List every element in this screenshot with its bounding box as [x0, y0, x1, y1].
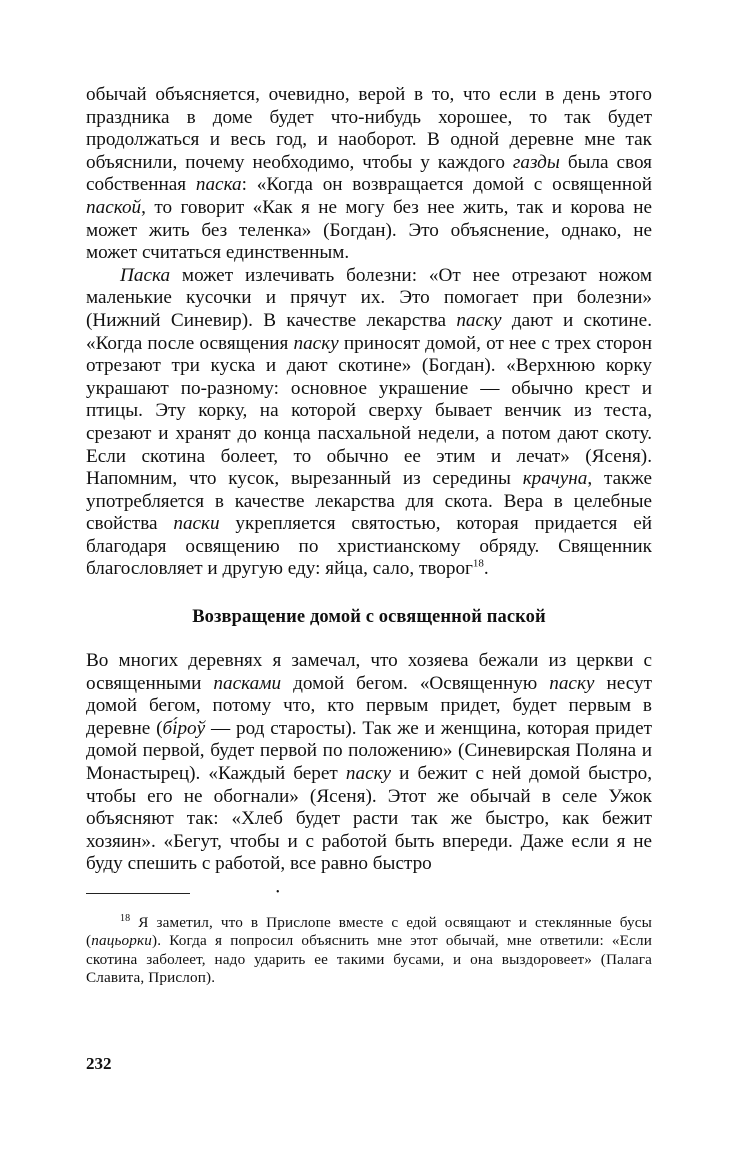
term-gazdy: газды: [512, 151, 560, 173]
footnote-text-a: Я заметил, что в Прислопе вместе с едой освящают и стеклянные бусы (: [86, 914, 652, 950]
term-pasku: паску: [549, 672, 595, 694]
stray-dot-mark: •: [276, 887, 280, 898]
footnote-separator: [86, 887, 652, 900]
term-pasku: паску: [456, 309, 502, 331]
term-paski: паски: [173, 513, 220, 535]
paragraph-2-text-c: приносят домой, от нее с трех сторон отрезают три куска и дают скотине» (Богдан). «Верхнюю корку украшают по-разному: основное украшение — обычно крест и птицы. Эту корку, на которой сверху бывает венчик из теста, срезают и хранят до конца пасхальной недели, а потом дают скоту. Если скотина болеет, то обычно ее этим и лечат» (Ясеня). Напомним, что кусок, вырезанный из середины: [86, 332, 652, 490]
footnote-rule: [86, 893, 190, 894]
term-paskoi: паской: [86, 196, 142, 218]
paragraph-2: [86, 265, 652, 581]
page-content: [86, 84, 652, 988]
paragraph-3-text-d: — род старосты). Так же и женщина, которая придет домой первой, будет первой по положению» (Синевирская Поляна и Монастырец). «Каждый берет: [86, 717, 653, 785]
term-pasku: паску: [293, 332, 339, 354]
footnote-reference[interactable]: 18: [472, 558, 484, 571]
term-paska-capital: Паска: [120, 264, 171, 286]
term-paskami: пасками: [213, 672, 282, 694]
paragraph-3-text-a: Во многих деревнях я замечал, что хозяева бежали из церкви с освященными: [86, 650, 652, 694]
term-krachuna: крачуна: [522, 468, 588, 490]
section-heading: Возвращение домой с освященной паской: [192, 607, 546, 628]
paragraph-2-text-d: , также употребляется в качестве лекарства для скота. Вера в целебные свойства: [86, 468, 653, 535]
paragraph-1-text-a: обычай объясняется, очевидно, верой в то, что если в день этого праздника в доме будет что-нибудь хорошее, то так будет продолжаться и весь год, и наоборот. В одной деревне мне так объяснили, почему необходимо, чтобы у каждого: [86, 84, 652, 173]
paragraph-3-text-b: домой бегом. «Освященную: [281, 672, 550, 694]
term-patsorky: пацьорки: [91, 932, 152, 950]
paragraph-2-text-a: может излечивать болезни: «От нее отрезают ножом маленькие кусочки и прячут их. Это помогает при болезни» (Нижний Синевир). В качестве лекарства: [86, 264, 652, 331]
paragraph-3: [86, 650, 652, 876]
term-paska: паска: [195, 174, 242, 196]
term-pasku: паску: [345, 763, 392, 785]
paragraph-2-text-f: .: [483, 558, 489, 580]
paragraph-2-text-b: дают и скотине. «Когда после освящения: [86, 309, 652, 354]
footnote-mark: 18: [120, 912, 131, 924]
term-birou: бі́роў: [162, 717, 206, 739]
paragraph-3-text-e: и бежит с ней домой быстро, чтобы его не обогнали» (Ясеня). Этот же обычай в селе Ужок объясняют так: «Хлеб будет расти так же быстро, как бежит хозяин». «Бегут, чтобы и с работой быть впереди. Даже если я не буду спешить с работой, все равно быстро: [86, 763, 652, 875]
paragraph-1-text-c: : «Когда он возвращается домой с освященной: [241, 174, 652, 196]
paragraph-3-text-c: несут домой бегом, потому что, кто первым придет, будет первым в деревне (: [86, 672, 652, 739]
paragraph-1: [86, 84, 652, 265]
footnote-text-b: ). Когда я попросил объяснить мне этот обычай, мне ответили: «Если скотина заболеет, надо ударить ее такими бусами, и она выздоровеет» (Палага Славита, Прислоп).: [86, 932, 652, 987]
paragraph-2-text-e: укрепляется святостью, которая придается ей благодаря освящению по христианскому обряду. Священник благословляет и другую еду: яйца, сало, творог: [86, 513, 652, 580]
page-number: 232: [86, 1054, 112, 1073]
paragraph-1-text-d: , то говорит «Как я не могу без нее жить, так и корова не может жить без теленка» (Богдан). Это объяснение, однако, не может считаться единственным.: [86, 196, 652, 264]
paragraph-1-text-b: была своя собственная: [86, 151, 652, 196]
footnote-18: [86, 914, 652, 988]
